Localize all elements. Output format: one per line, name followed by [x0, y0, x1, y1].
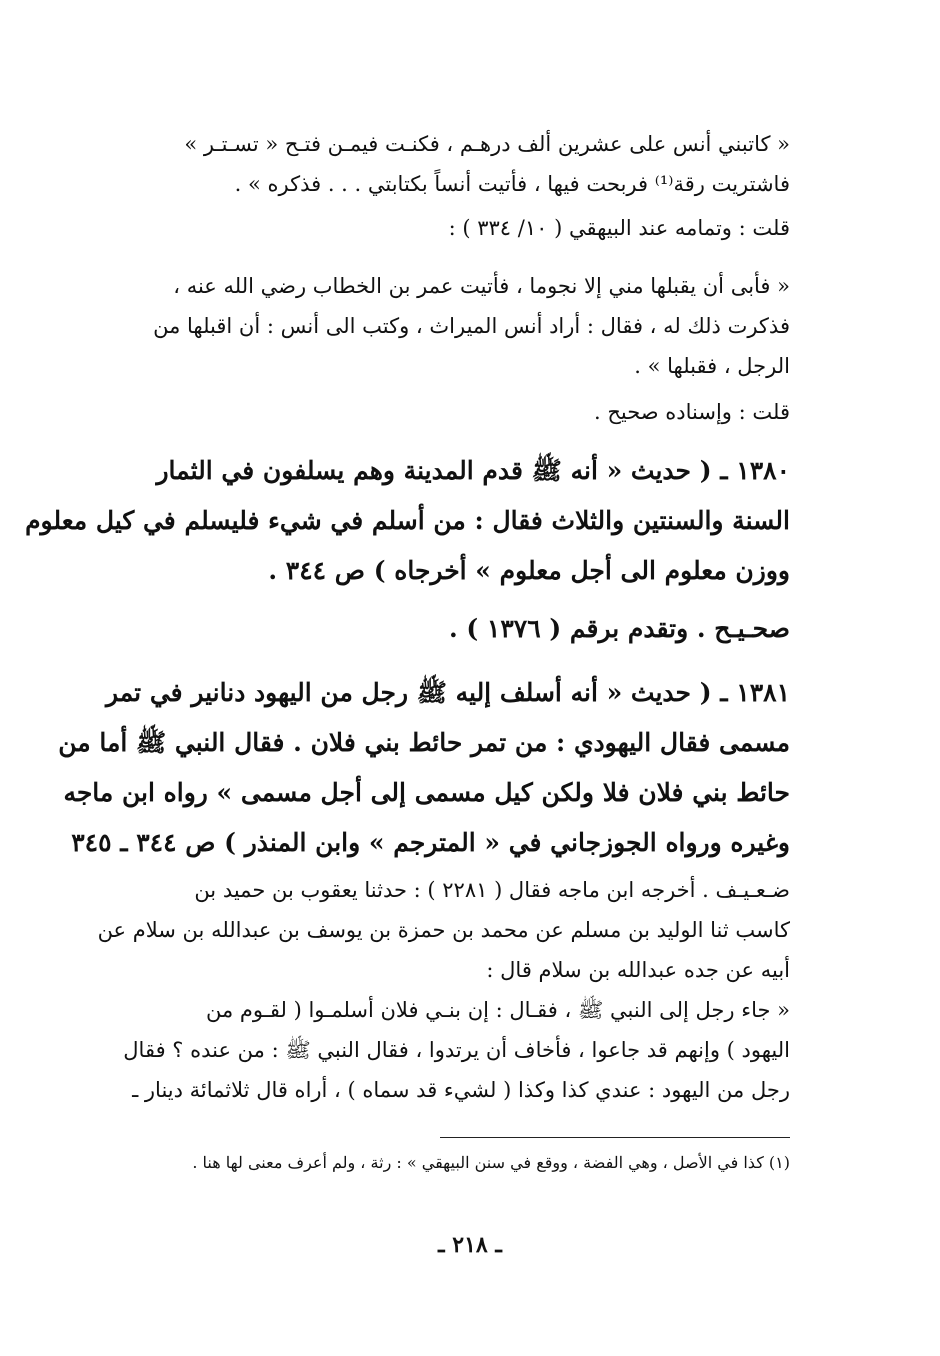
text-line: صحـيـح . وتقدم برقم ( ١٣٧٦ ) .	[448, 614, 790, 643]
text-line: ووزن معلوم الى أجل معلوم » أخرجاه ) ص ٣٤٤ .	[268, 556, 790, 585]
footnote-divider	[440, 1137, 790, 1138]
note-paragraph-1	[150, 208, 790, 248]
text-line: ١٣٨١ ـ ( حديث « أنه أسلف إليه ﷺ رجل من اليهود دنانير في تمر	[105, 678, 790, 707]
hadith-1380	[25, 446, 790, 596]
text-line: كاسب ثنا الوليد بن مسلم عن محمد بن حمزة بن يوسف بن عبدالله بن سلام عن	[97, 918, 790, 942]
text-line: الرجل ، فقبلها » .	[634, 354, 790, 378]
grading-1380	[150, 604, 790, 654]
text-line: السنة والسنتين والثلاث فقال : من أسلم في شيء فليسلم في كيل معلوم	[25, 506, 790, 535]
text-line: « فأبى أن يقبلها مني إلا نجوما ، فأتيت عمر بن الخطاب رضي الله عنه ،	[173, 274, 790, 298]
text-line: ضـعـيـف . أخرجه ابن ماجه فقال ( ٢٢٨١ ) : حدثنا يعقوب بن حميد بن	[194, 878, 790, 902]
quote-paragraph-2	[150, 266, 790, 386]
text-line: « كاتبني أنس على عشرين ألف درهـم ، فكنـت فيمـن فتـح « تسـتـر »	[184, 132, 790, 156]
quote-paragraph-1	[150, 124, 790, 204]
text-line: ١٣٨٠ ـ ( حديث « أنه ﷺ قدم المدينة وهم يسلفون في الثمار	[156, 456, 790, 485]
text-line: قلت : وإسناده صحيح .	[593, 400, 790, 424]
page-number: ـ ٢١٨ ـ	[438, 1232, 502, 1258]
quote-paragraph-3	[123, 990, 790, 1110]
text-line: وغيره ورواه الجوزجاني في « المترجم » وابن المنذر ) ص ٣٤٤ ـ ٣٤٥	[71, 828, 790, 857]
text-line: « جاء رجل إلى النبي ﷺ ، فقـال : إن بنـي فلان أسلمـوا ( لقـوم من	[206, 998, 790, 1022]
text-line: فاشتريت رقة⁽¹⁾ فربحت فيها ، فأتيت أنساً بكتابتي . . . فذكره » .	[234, 172, 790, 196]
grading-1381	[97, 870, 790, 990]
text-line: قلت : وتمامه عند البيهقي ( ١٠/ ٣٣٤ ) :	[448, 216, 790, 240]
text-line: رجل من اليهود : عندي كذا وكذا ( لشيء قد سماه ) ، أراه قال ثلاثمائة دينار ـ	[132, 1078, 790, 1102]
text-line: مسمى فقال اليهودي : من تمر حائط بني فلان . فقال النبي ﷺ أما من	[58, 728, 790, 757]
text-line: حائط بني فلان فلا ولكن كيل مسمى إلى أجل مسمى » رواه ابن ماجه	[63, 778, 790, 807]
text-line: اليهود ) وإنهم قد جاعوا ، فأخاف أن يرتدوا ، فقال النبي ﷺ : من عنده ؟ فقال	[123, 1038, 790, 1062]
note-paragraph-2	[150, 392, 790, 432]
hadith-1381	[58, 668, 790, 868]
text-line: فذكرت ذلك له ، فقال : أراد أنس الميراث ، وكتب الى أنس : أن اقبلها من	[153, 314, 790, 338]
text-line: أبيه عن جده عبدالله بن سلام قال :	[486, 958, 790, 982]
footnote: (١) كذا في الأصل ، وهي الفضة ، ووقع في سنن البيهقي » : رثة ، ولم أعرف معنى لها هنا .	[192, 1153, 790, 1172]
